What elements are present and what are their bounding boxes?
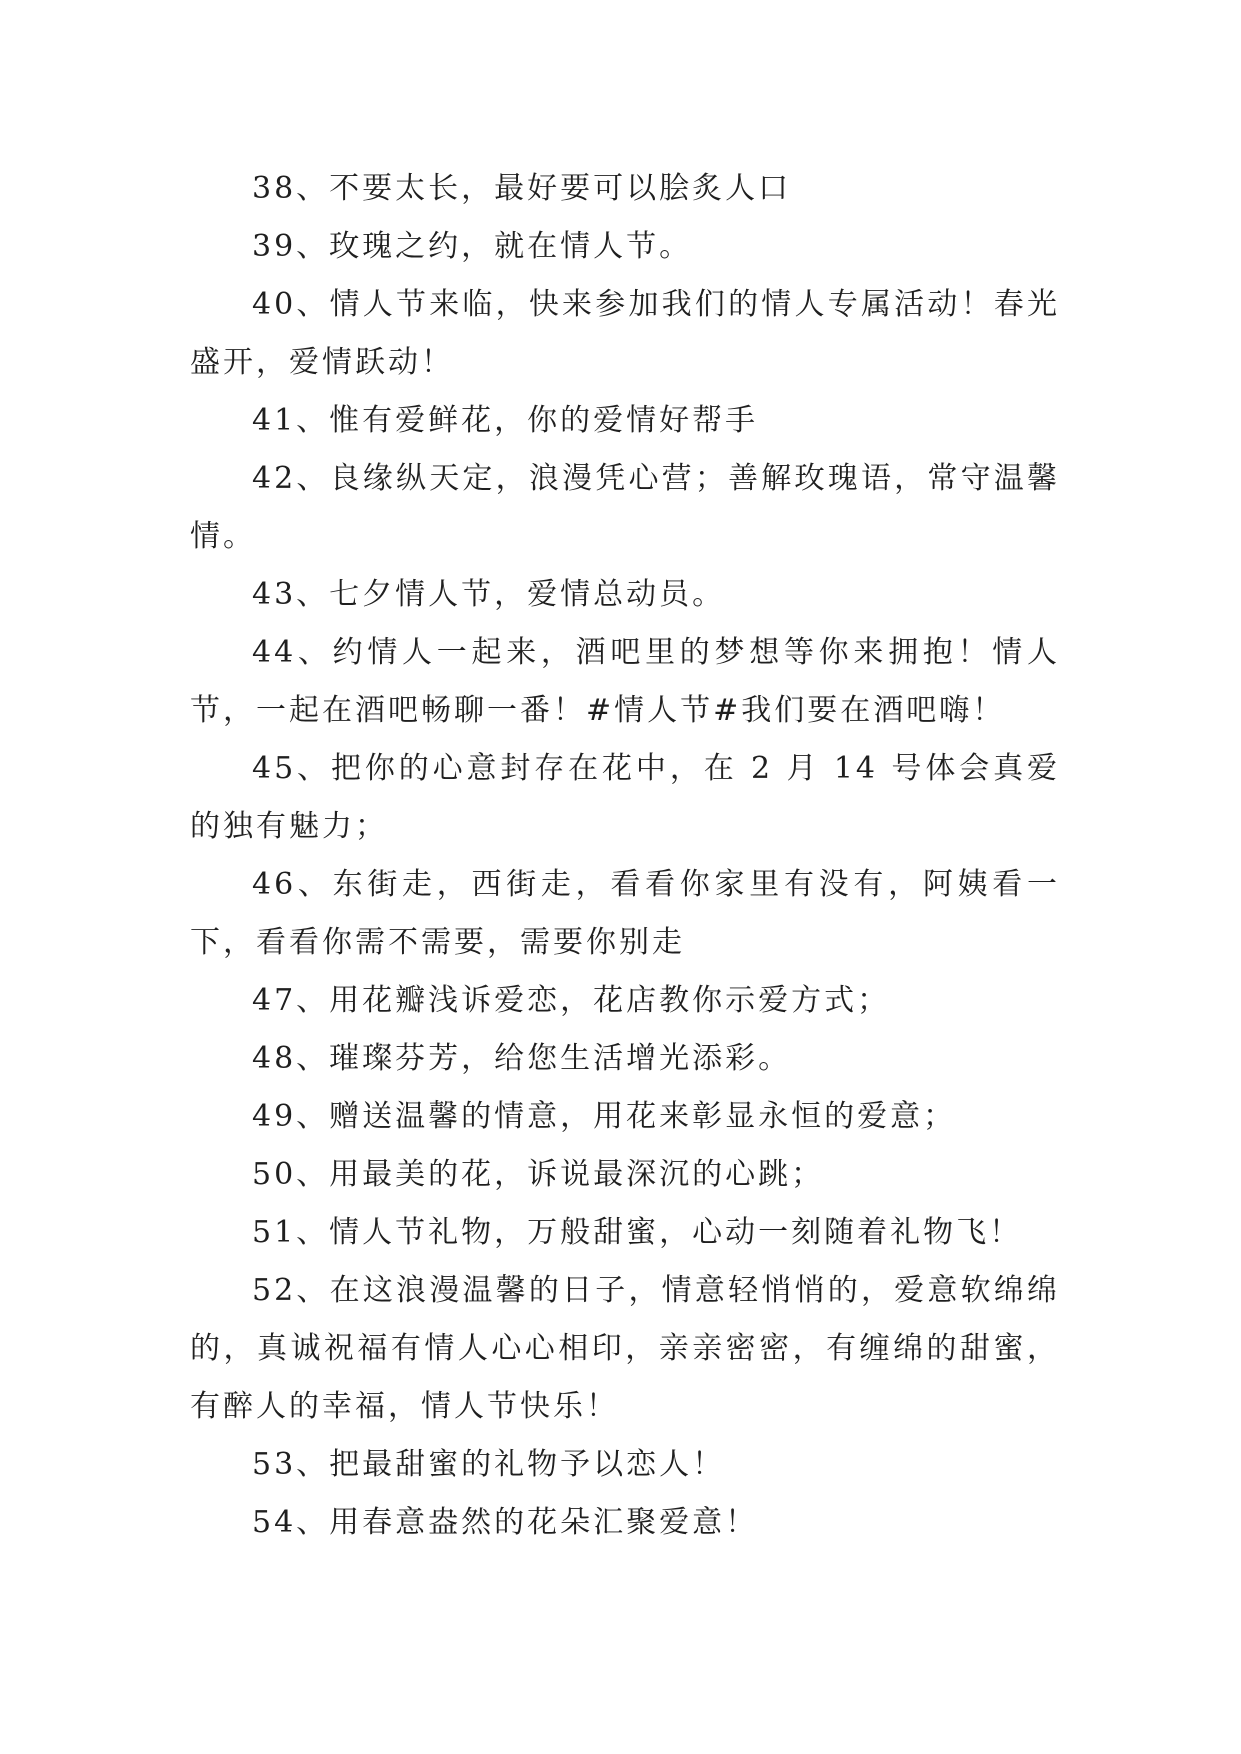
paragraph-49: 49、赠送温馨的情意，用花来彰显永恒的爱意； — [252, 1099, 957, 1134]
paragraph-45: 45、把你的心意封存在花中，在 2 月 14 号体会真爱的独有魅力； — [190, 751, 1060, 844]
paragraph-43: 43、七夕情人节，爱情总动员。 — [252, 577, 726, 612]
paragraph-53: 53、把最甜蜜的礼物予以恋人！ — [252, 1447, 726, 1482]
paragraph-40: 40、情人节来临，快来参加我们的情人专属活动！春光盛开，爱情跃动！ — [190, 287, 1060, 380]
paragraph-48: 48、璀璨芬芳，给您生活增光添彩。 — [252, 1041, 792, 1076]
paragraph-51: 51、情人节礼物，万般甜蜜，心动一刻随着礼物飞！ — [252, 1215, 1023, 1250]
paragraph-46: 46、东街走，西街走，看看你家里有没有，阿姨看一下，看看你需不需要，需要你别走 — [190, 867, 1060, 960]
paragraph-54: 54、用春意盎然的花朵汇聚爱意！ — [252, 1505, 759, 1540]
paragraph-41: 41、惟有爱鲜花，你的爱情好帮手 — [252, 403, 759, 438]
paragraph-42: 42、良缘纵天定，浪漫凭心营；善解玫瑰语，常守温馨情。 — [190, 461, 1060, 554]
paragraph-52: 52、在这浪漫温馨的日子，情意轻悄悄的，爱意软绵绵的，真诚祝福有情人心心相印，亲亲密密，有缠绵的甜蜜，有醉人的幸福，情人节快乐！ — [190, 1273, 1060, 1424]
paragraph-50: 50、用最美的花，诉说最深沉的心跳； — [252, 1157, 825, 1192]
paragraph-44: 44、约情人一起来，酒吧里的梦想等你来拥抱！情人节，一起在酒吧畅聊一番！#情人节#我们要在酒吧嗨！ — [190, 635, 1060, 728]
paragraph-47: 47、用花瓣浅诉爱恋，花店教你示爱方式； — [252, 983, 891, 1018]
paragraph-39: 39、玫瑰之约，就在情人节。 — [252, 229, 693, 264]
paragraph-38: 38、不要太长，最好要可以脍炙人口 — [252, 171, 792, 206]
document-body — [190, 160, 1060, 1552]
